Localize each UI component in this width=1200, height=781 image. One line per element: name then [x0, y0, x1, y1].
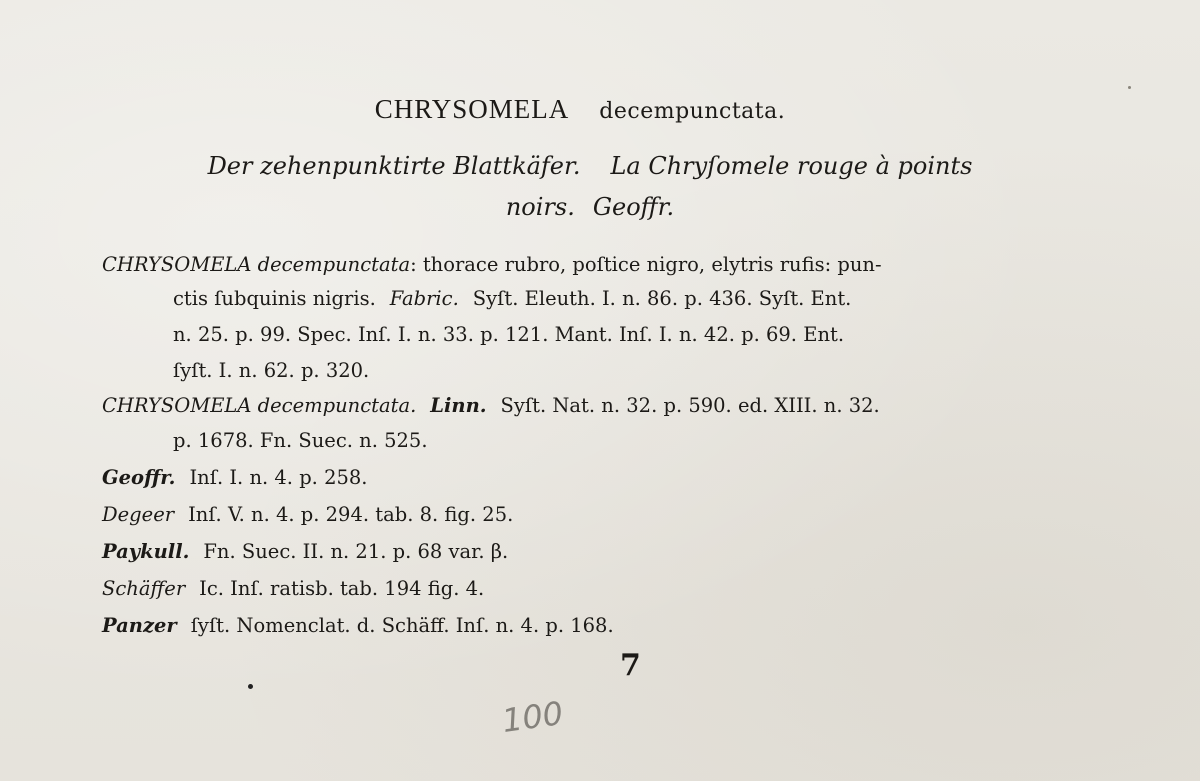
entry-text: Inſ. I. n. 4. p. 258. — [189, 466, 368, 489]
entry-text: Fn. Suec. II. n. 21. p. 68 var. β. — [203, 540, 509, 563]
heading-species: decempunctata. — [599, 99, 786, 124]
entry-paykull — [102, 540, 508, 563]
entry-schaeffer — [102, 577, 484, 600]
common-name-author: Geoffr. — [592, 193, 675, 221]
ink-speck — [248, 684, 253, 689]
entry-fabricius-line-1 — [102, 253, 882, 276]
german-common-name: Der zehenpunktirte Blattkäfer. — [207, 152, 581, 180]
entry-text: Syſt. Eleuth. I. n. 86. p. 436. Syſt. Ent. — [472, 287, 852, 310]
entry-author: Schäffer — [102, 577, 186, 600]
paper-speck — [1128, 86, 1131, 89]
entry-lead: CHRYSOMELA decempunctata — [102, 253, 411, 276]
entry-author: Fabric. — [389, 287, 459, 310]
entry-text: Ic. Inſ. ratisb. tab. 194 fig. 4. — [199, 577, 485, 600]
entry-degeer — [102, 503, 513, 526]
entry-fabricius-line-2 — [173, 287, 851, 310]
entry-text: ſyſt. Nomenclat. d. Schäff. Inſ. n. 4. p. 168. — [190, 614, 614, 637]
entry-fabricius-line-4: ſyſt. I. n. 62. p. 320. — [173, 359, 370, 382]
entry-author: Panzer — [102, 614, 177, 637]
entry-linnaeus-line-2: p. 1678. Fn. Suec. n. 525. — [173, 429, 428, 452]
entry-text: : thorace rubro, poſtice nigro, elytris rufis: pun- — [410, 253, 882, 276]
handwritten-note: 100 — [499, 693, 566, 741]
entry-text: Inſ. V. n. 4. p. 294. tab. 8. fig. 25. — [188, 503, 514, 526]
common-names-line-2 — [0, 193, 1180, 221]
entry-author: Geoffr. — [102, 466, 176, 489]
french-common-name: La Chryſomele rouge à points — [610, 152, 973, 180]
french-common-name-cont: noirs. — [505, 193, 575, 221]
common-names-line-1 — [0, 152, 1180, 180]
entry-author: Paykull. — [102, 540, 190, 563]
entry-author: Degeer — [102, 503, 175, 526]
entry-panzer — [102, 614, 614, 637]
entry-geoffroy — [102, 466, 368, 489]
entry-lead: CHRYSOMELA decempunctata. — [102, 394, 417, 417]
species-heading — [0, 94, 1160, 125]
entry-linnaeus-line-1 — [102, 394, 880, 417]
folio-signature: 7 — [620, 648, 641, 683]
entry-text: Syſt. Nat. n. 32. p. 590. ed. XIII. n. 32. — [500, 394, 880, 417]
entry-text: ctis ſubquinis nigris. — [173, 287, 376, 310]
entry-fabricius-line-3: n. 25. p. 99. Spec. Inſ. I. n. 33. p. 121. Mant. Inſ. I. n. 42. p. 69. Ent. — [173, 323, 845, 346]
entry-author: Linn. — [430, 394, 487, 417]
heading-genus: CHRYSOMELA — [374, 94, 570, 124]
